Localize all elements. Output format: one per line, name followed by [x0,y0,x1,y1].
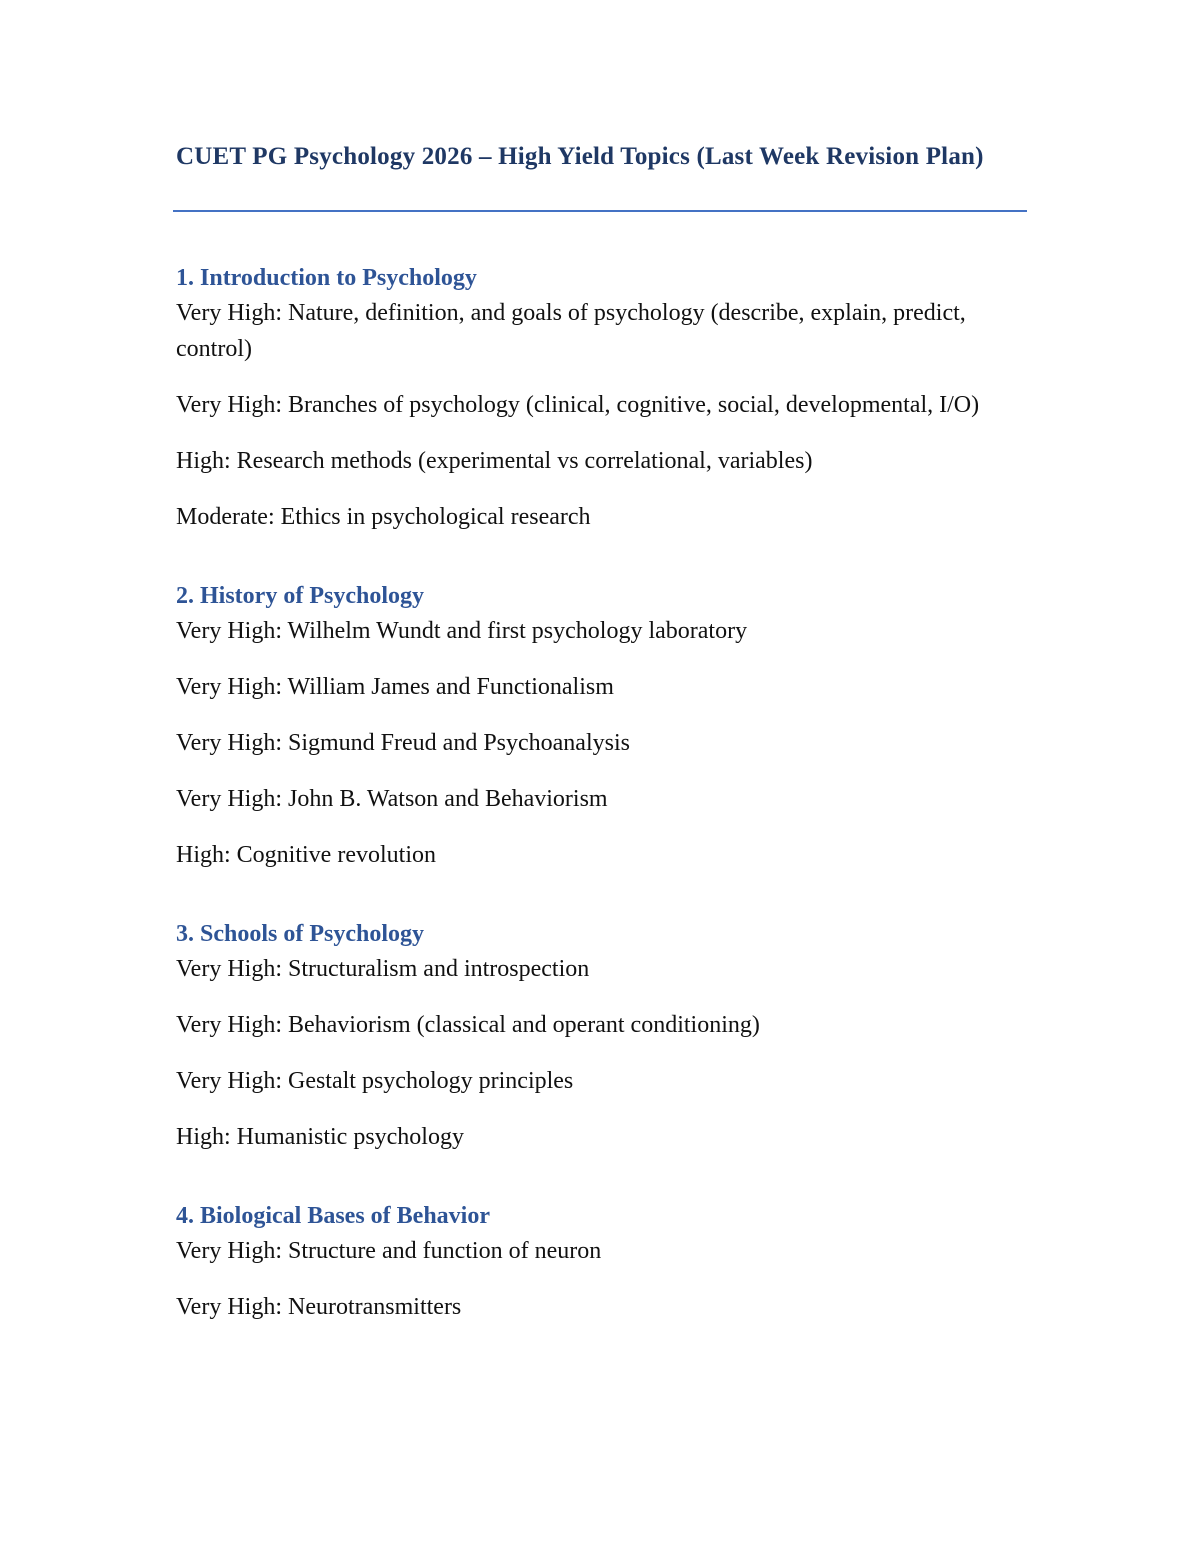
title-block [176,141,1027,173]
section-heading: 4. Biological Bases of Behavior [176,1203,490,1229]
topic-item: High: Research methods (experimental vs correlational, variables) [176,448,813,474]
section-introduction [176,261,1027,535]
topic-item: Very High: Structure and function of neuron [176,1238,602,1264]
topic-item: Very High: Wilhelm Wundt and first psychology laboratory [176,618,748,644]
section-biological-bases [176,1199,1027,1325]
topic-item: Very High: Structuralism and introspection [176,956,590,982]
topic-item: Very High: Sigmund Freud and Psychoanalysis [176,730,630,756]
title-underline-rule [173,210,1027,212]
document-title: CUET PG Psychology 2026 – High Yield Topics (Last Week Revision Plan) [176,143,984,170]
topic-item: Very High: Neurotransmitters [176,1294,462,1320]
section-heading: 3. Schools of Psychology [176,921,425,947]
topic-item: Very High: John B. Watson and Behaviorism [176,786,608,812]
section-heading: 1. Introduction to Psychology [176,265,477,291]
topic-item: Very High: Nature, definition, and goals of psychology (describe, explain, predict, control) [176,300,966,362]
section-history [176,579,1027,873]
topic-item: Very High: William James and Functionalism [176,674,614,700]
document-content [176,261,1027,1369]
section-heading: 2. History of Psychology [176,583,424,609]
topic-item: Very High: Behaviorism (classical and operant conditioning) [176,1012,760,1038]
topic-item: Moderate: Ethics in psychological research [176,504,591,530]
section-schools [176,917,1027,1155]
topic-item: Very High: Gestalt psychology principles [176,1068,574,1094]
topic-item: High: Humanistic psychology [176,1124,464,1150]
topic-item: High: Cognitive revolution [176,842,436,868]
topic-item: Very High: Branches of psychology (clinical, cognitive, social, developmental, I/O) [176,392,980,418]
